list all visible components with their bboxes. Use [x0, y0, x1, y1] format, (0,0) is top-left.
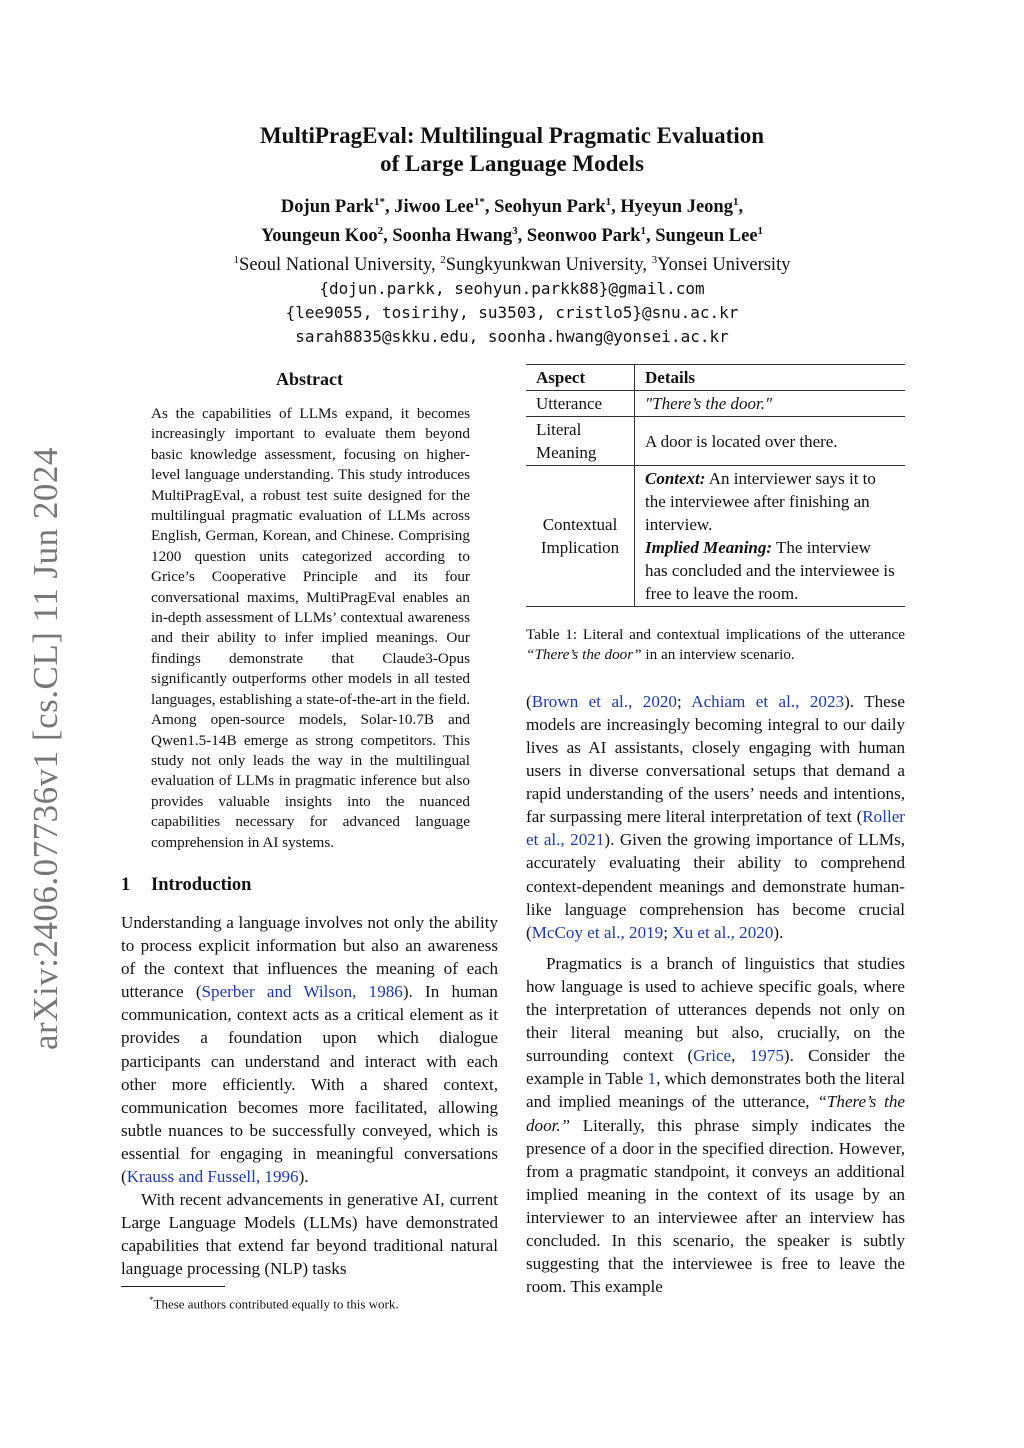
table-cell: Utterance: [526, 391, 635, 417]
footnote-divider: [121, 1286, 225, 1287]
table-row: [526, 391, 905, 417]
table-header-cell: Details: [635, 365, 906, 391]
table-header-cell: Aspect: [526, 365, 635, 391]
intro-paragraph-2: With recent advancements in generative AI, current Large Language Models (LLMs) have demonstrated capabilities that extend far beyond traditional natural language processing (NLP) tasks: [121, 1190, 498, 1279]
author-name: Hyeyun Jeong: [620, 197, 733, 218]
author-name: Seonwoo Park: [526, 226, 641, 247]
table-cell: A door is located over there.: [635, 417, 906, 466]
table-cell: Literal Meaning: [526, 417, 635, 466]
author-list: Dojun Park$^{1*}$, Jiwoo Lee$^{1*}$, Seohyun Park$^1$, Hyeyun Jeong$^1$, Youngeun Koo$^2$, Soonha Hwang$^3$, Seonwoo Park$^1$, Sungeun Lee$^1$: [260, 196, 764, 247]
paper-header: [112, 122, 912, 349]
abstract-text: As the capabilities of LLMs expand, it becomes increasingly important to evaluate them beyond basic knowledge assessment, focusing on higher-level language understanding. This study introduces MultiPragEval, a robust test suite designed for the multilingual pragmatic evaluation of LLMs across English, German, Korean, and Chinese. Comprising 1200 question units categorized according to Grice’s Cooperative Principle and its four conversational maxims, MultiPragEval enables an in-depth assessment of LLMs’ contextual awareness and their ability to infer implied meanings. Our findings demonstrate that Claude3-Opus significantly outperforms other models in all tested languages, establishing a state-of-the-art in the field. Among open-source models, Solar-10.7B and Qwen1.5-14B emerge as strong competitors. This study not only leads the way in the multilingual evaluation of LLMs in pragmatic inference but also provides valuable insights into the nuanced capabilities necessary for advanced language comprehension in AI systems.: [151, 405, 470, 851]
email-line[interactable]: {dojun.parkk, seohyun.parkk88}@gmail.com: [319, 279, 705, 299]
footnote: *These authors contributed equally to this work.: [149, 1295, 399, 1312]
author-emails: [112, 277, 912, 349]
citation-link[interactable]: Roller et al., 2021: [526, 807, 905, 850]
author-name: Dojun Park: [280, 197, 374, 218]
left-column: [121, 362, 498, 1314]
citation-link[interactable]: Sperber and Wilson, 1986: [201, 982, 403, 1002]
author-name: Soonha Hwang: [392, 226, 513, 247]
table-cell: "There’s the door.": [635, 391, 906, 417]
citation-link[interactable]: Xu et al., 2020: [672, 922, 774, 942]
table-header-row: [526, 365, 905, 391]
table-cell: Context: An interviewer says it to the interviewee after finishing an interview. Implied Meaning: The interview has concluded and the interviewee is free to leave the room.: [635, 466, 906, 607]
citation-link[interactable]: 1975: [749, 1046, 784, 1066]
email-line[interactable]: sarah8835@skku.edu, soonha.hwang@yonsei.ac.kr: [295, 327, 729, 347]
citation-link[interactable]: Achiam et al., 2023: [691, 691, 845, 711]
abstract-heading: Abstract: [276, 369, 343, 389]
citation-link[interactable]: Krauss and Fussell, 1996: [126, 1166, 299, 1186]
author-name: Sungeun Lee: [655, 226, 758, 247]
table-1: [526, 364, 905, 607]
email-line[interactable]: {lee9055, tosirihy, su3503, cristlo5}@snu.ac.kr: [285, 303, 739, 323]
table-caption: Table 1: Literal and contextual implications of the utterance “There’s the door” in an interview scenario.: [526, 626, 905, 664]
author-name: Youngeun Koo: [260, 226, 378, 247]
table-row: [526, 417, 905, 466]
arxiv-identifier: arXiv:2406.07736v1 [cs.CL] 11 Jun 2024: [26, 447, 65, 1050]
affiliations: $^1$Seoul National University, $^2$Sungkyunkwan University, $^3$Yonsei University: [233, 254, 791, 276]
intro-paragraph-1: Understanding a language involves not only the ability to process explicit information but also an awareness of the context that influences the meaning of each utterance (Sperber and Wilson, 1986). In human communication, context acts as a critical element as it provides a foundation upon which dialogue participants can understand and interact with each other more efficiently. With a shared context, communication becomes more facilitated, allowing subtle nuances to be successfully conveyed, which is essential for engaging in meaningful conversations (Krauss and Fussell, 1996).: [121, 912, 498, 1186]
paper-title: MultiPragEval: Multilingual Pragmatic Evaluation of Large Language Models: [259, 123, 765, 176]
body-paragraph-2: Pragmatics is a branch of linguistics that studies how language is used to achieve specific goals, where the interpretation of utterances depends not only on their literal meaning but also, crucially, on the surrounding context (Grice, 1975). Consider the example in Table 1, which demonstrates both the literal and implied meanings of the utterance, “There’s the door.” Literally, this phrase simply indicates the presence of a door in the specified direction. However, from a pragmatic standpoint, it conveys an additional implied meaning in the context of its usage by an interviewer to an interviewee after an interview has concluded. In this scenario, the speaker is subtly suggesting that the interviewee is free to leave the room. This example: [526, 953, 905, 1297]
citation-link[interactable]: Grice: [693, 1046, 732, 1066]
table-cell: Contextual Implication: [526, 466, 635, 607]
citation-link[interactable]: McCoy et al., 2019: [531, 922, 664, 942]
right-column: [526, 362, 905, 1298]
table-row: [526, 466, 905, 607]
citation-link[interactable]: Brown et al., 2020: [531, 691, 677, 711]
section-heading-introduction: 1 Introduction: [121, 874, 252, 895]
body-paragraph-1: (Brown et al., 2020; Achiam et al., 2023). These models are increasingly becoming integral to our daily lives as AI assistants, closely engaging with human users in diverse conversational setups that demand a rapid understanding of the users’ needs and intentions, far surpassing mere literal interpretation of text (Roller et al., 2021). Given the growing importance of LLMs, accurately evaluating their ability to comprehend context-dependent meanings and demonstrate human-like language comprehension has become crucial (McCoy et al., 2019; Xu et al., 2020).: [526, 691, 905, 942]
author-name: Jiwoo Lee: [394, 197, 474, 218]
table-reference-link[interactable]: 1: [647, 1069, 657, 1089]
author-name: Seohyun Park: [494, 197, 606, 218]
